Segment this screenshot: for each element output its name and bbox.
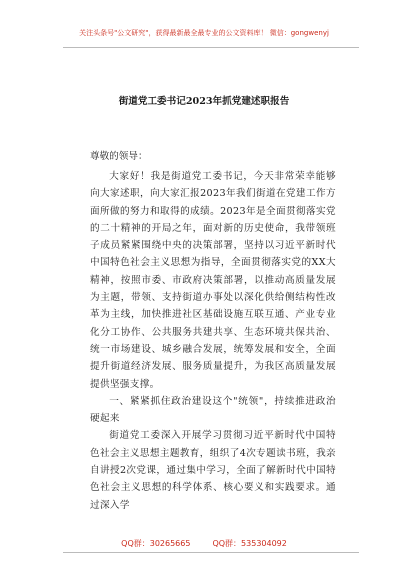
document-body — [90, 168, 336, 514]
document-title: 街道党工委书记2023年抓党建述职报告 — [118, 96, 290, 107]
salutation: 尊敬的领导： — [90, 151, 148, 162]
header-divider — [63, 47, 359, 48]
paragraph-section-1: 街道党工委深入开展学习贯彻习近平新时代中国特色社会主义思想主题教育，组织了4次专题读书班，我亲自讲授2次党课，通过集中学习，全面了解新时代中国特色社会主义思想的科学体系、核心要义和实践要求。通过深入学 — [90, 430, 336, 511]
footer-qq-group-2: QQ群：535304092 — [212, 539, 287, 548]
footer-qq-groups — [0, 539, 408, 549]
footer-qq-group-1: QQ群：30265665 — [121, 539, 191, 548]
header-banner — [0, 29, 408, 38]
section-heading-1: 一、紧紧抓住政治建设这个"统领"，持续推进政治硬起来 — [90, 395, 336, 425]
paragraph-intro: 大家好！我是街道党工委书记，今天非常荣幸能够向大家述职，向大家汇报2023年我们街道在党建工作方面所做的努力和取得的成绩。2023年是全面贯彻落实党的二十精神的开局之年，面对新的历史使命，我带领班子成员紧紧围绕中央的决策部署，坚持以习近平新时代中国特色社会主义思想为指导，全面贯彻落实党的XX大精神，按照市委、市政府决策部署，以推动高质量发展为主题，带领、支持街道办事处以深化供给侧结构性改革为主线，加快推进社区基础设施互联互通、产业专业化分工协作、公共服务共建共享、生态环境共保共治、统一市场建设、城乡融合发展，统筹发展和安全，全面提升街道经济发展、服务质量提升，为我区高质量发展提供坚强支撑。 — [90, 171, 336, 390]
header-banner-text: 关注头条号"公文研究"，获得最新最全最专业的公文资料库！ 微信：gongwenyj — [79, 29, 329, 37]
footer-divider — [63, 552, 359, 553]
